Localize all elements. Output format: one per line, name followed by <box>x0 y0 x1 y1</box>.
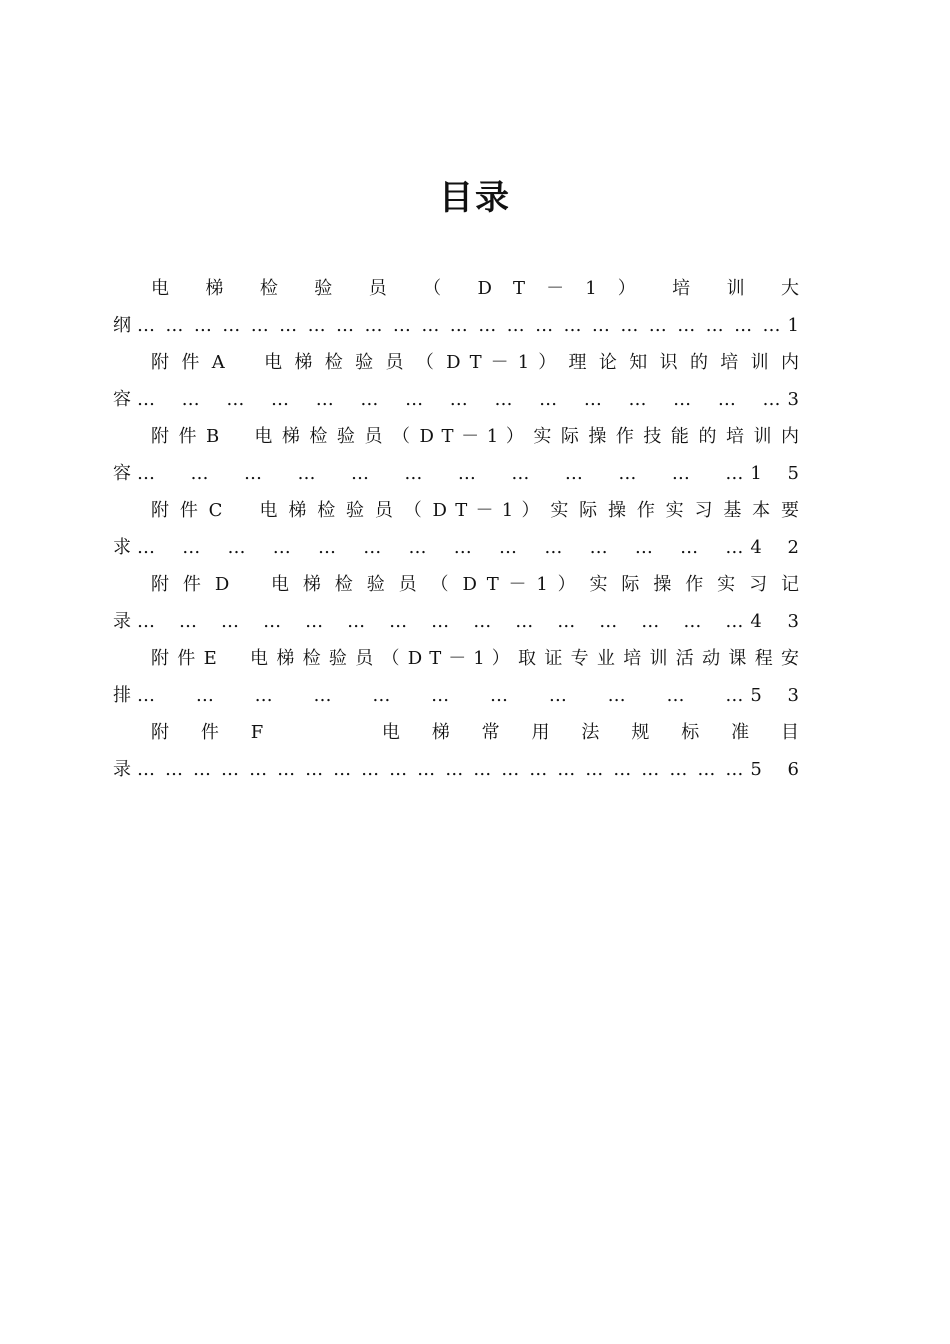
toc-entry-title: 电 梯 检 验 员 （ D T － 1 ） 培 训 大 <box>151 278 799 299</box>
toc-page-number: 1 <box>787 315 809 336</box>
toc-entry-title: 附 件 C 电 梯 检 验 员 （ D T － 1 ） 实 际 操 作 实 习 基 本 要 <box>151 500 799 521</box>
toc-entry-title-end: 录 <box>113 611 131 632</box>
toc-page-number: 5 6 <box>750 759 809 780</box>
toc-entry-appendix-e[interactable] <box>113 640 809 714</box>
toc-page-number: 4 2 <box>750 537 809 558</box>
toc-entry-title: 附 件 D 电 梯 检 验 员 （ D T － 1 ） 实 际 操 作 实 习 记 <box>151 574 799 595</box>
toc-entry-title-end: 录 <box>113 759 131 780</box>
toc-entry-title: 附 件 E 电 梯 检 验 员 （ D T － 1 ） 取 证 专 业 培 训 活 动 课 程 安 <box>151 648 799 669</box>
toc-dot-leader: … … … … … … … … … … … … … … <box>137 537 745 558</box>
toc-entry-leader-line <box>113 603 809 640</box>
toc-entry-title-end: 求 <box>113 537 131 558</box>
toc-entry-appendix-f[interactable] <box>113 714 809 788</box>
toc-dot-leader: … … … … … … … … … … … … … … … … … … … … … … … <box>137 315 782 336</box>
table-of-contents <box>113 270 809 788</box>
toc-entry-leader-line <box>113 381 809 418</box>
toc-dot-leader: … … … … … … … … … … … … <box>137 463 745 484</box>
toc-entry-title-end: 容 <box>113 463 131 484</box>
toc-entry-title-end: 纲 <box>113 315 131 336</box>
toc-entry-title: 附 件 B 电 梯 检 验 员 （ D T － 1 ） 实 际 操 作 技 能 的 培 训 内 <box>151 426 799 447</box>
toc-entry-title: 附 件 F 电 梯 常 用 法 规 标 准 目 <box>151 722 799 743</box>
toc-page-number: 5 3 <box>750 685 809 706</box>
toc-entry-appendix-a[interactable] <box>113 344 809 418</box>
toc-entry-appendix-d[interactable] <box>113 566 809 640</box>
toc-entry-leader-line <box>113 455 809 492</box>
toc-entry-leader-line <box>113 529 809 566</box>
toc-entry-leader-line <box>113 677 809 714</box>
toc-dot-leader: … … … … … … … … … … … … … … … <box>137 389 782 410</box>
toc-entry-title: 附 件 A 电 梯 检 验 员 （ D T － 1 ） 理 论 知 识 的 培 训 内 <box>151 352 799 373</box>
toc-entry-appendix-c[interactable] <box>113 492 809 566</box>
toc-entry-leader-line <box>113 307 809 344</box>
toc-page-number: 3 <box>787 389 809 410</box>
toc-entry-title-end: 排 <box>113 685 131 706</box>
toc-entry-title-end: 容 <box>113 389 131 410</box>
toc-dot-leader: … … … … … … … … … … … … … … … … … … … … … … <box>137 759 745 780</box>
page-title: 目录 <box>439 178 511 218</box>
toc-page-number: 1 5 <box>750 463 809 484</box>
toc-page-number: 4 3 <box>750 611 809 632</box>
toc-entry-appendix-b[interactable] <box>113 418 809 492</box>
toc-entry-main[interactable] <box>113 270 809 344</box>
toc-dot-leader: … … … … … … … … … … … … … … … <box>137 611 745 632</box>
toc-dot-leader: … … … … … … … … … … … <box>137 685 745 706</box>
toc-entry-leader-line <box>113 751 809 788</box>
